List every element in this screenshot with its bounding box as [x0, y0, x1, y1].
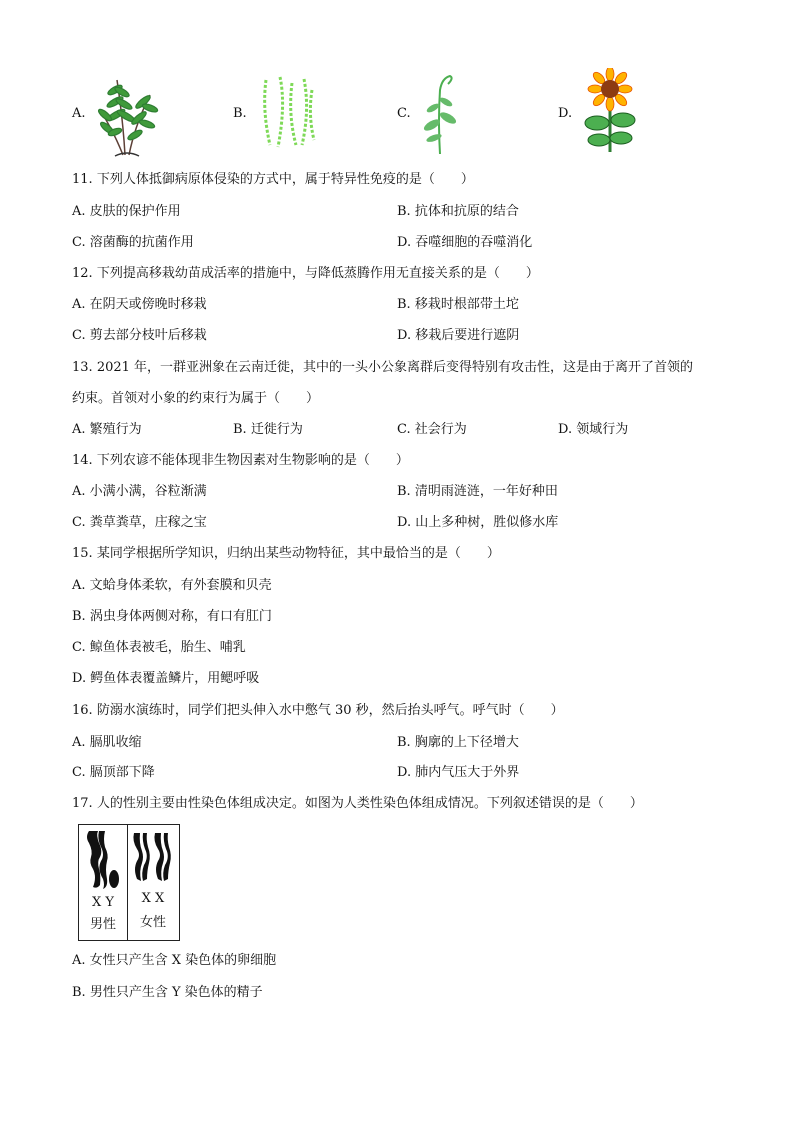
xy-chromosome-icon [83, 829, 125, 891]
q13-option-b[interactable]: B. 迁徙行为 [233, 422, 303, 437]
question-11: 11. 下列人体抵御病原体侵染的方式中，属于特异性免疫的是（ ） [72, 172, 474, 187]
question-15: 15. 某同学根据所学知识，归纳出某些动物特征，其中最恰当的是（ ） [72, 546, 500, 561]
question-14: 14. 下列农谚不能体现非生物因素对生物影响的是（ ） [72, 453, 409, 468]
female-chromosome-code: X X [141, 891, 165, 906]
q15-option-d[interactable]: D. 鳄鱼体表覆盖鳞片，用鳃呼吸 [72, 671, 260, 686]
q15-option-c[interactable]: C. 鲸鱼体表被毛，胎生、哺乳 [72, 640, 246, 655]
male-chromosome-code: X Y [92, 895, 114, 910]
question-17: 17. 人的性别主要由性染色体组成决定。如图为人类性染色体组成情况。下列叙述错误的是（ ） [72, 796, 643, 811]
q14-option-a[interactable]: A. 小满小满，谷粒渐满 [72, 484, 207, 499]
q12-option-b[interactable]: B. 移栽时根部带土坨 [397, 297, 519, 312]
figure-divider [127, 825, 128, 940]
q16-option-d[interactable]: D. 肺内气压大于外界 [397, 765, 520, 780]
q11-option-a[interactable]: A. 皮肤的保护作用 [72, 204, 181, 219]
q17-option-b[interactable]: B. 男性只产生含 Y 染色体的精子 [72, 985, 263, 1000]
q16-option-c[interactable]: C. 膈顶部下降 [72, 765, 155, 780]
q16-option-a[interactable]: A. 膈肌收缩 [72, 735, 142, 750]
seedling-plant-icon [420, 70, 460, 155]
algae-plant-icon [258, 75, 318, 150]
question-16: 16. 防溺水演练时，同学们把头伸入水中憋气 30 秒，然后抬头呼气。呼气时（ ） [72, 703, 564, 718]
sex-chromosome-figure [78, 824, 180, 941]
q17-option-a[interactable]: A. 女性只产生含 X 染色体的卵细胞 [72, 953, 277, 968]
q13-option-c[interactable]: C. 社会行为 [397, 422, 467, 437]
question-13-line2: 约束。首领对小象的约束行为属于（ ） [72, 391, 320, 406]
q11-option-d[interactable]: D. 吞噬细胞的吞噬消化 [397, 235, 533, 250]
q14-option-d[interactable]: D. 山上多种树，胜似修水库 [397, 515, 559, 530]
female-label: 女性 [139, 915, 166, 930]
fern-plant-icon [95, 70, 160, 158]
q10-option-c-letter: C. [397, 106, 411, 121]
q14-option-b[interactable]: B. 清明雨涟涟，一年好种田 [397, 484, 558, 499]
sunflower-plant-icon [583, 68, 638, 153]
q10-option-b-letter: B. [233, 106, 247, 121]
q14-option-c[interactable]: C. 粪草粪草，庄稼之宝 [72, 515, 207, 530]
q12-option-a[interactable]: A. 在阴天或傍晚时移栽 [72, 297, 207, 312]
q12-option-d[interactable]: D. 移栽后要进行遮阴 [397, 328, 520, 343]
xx-chromosome-icon [131, 829, 177, 891]
q13-option-a[interactable]: A. 繁殖行为 [72, 422, 142, 437]
q11-option-b[interactable]: B. 抗体和抗原的结合 [397, 204, 519, 219]
q10-option-a-letter: A. [72, 106, 86, 121]
q13-option-d[interactable]: D. 领域行为 [558, 422, 629, 437]
question-13: 13. 2021 年，一群亚洲象在云南迁徙，其中的一头小公象离群后变得特别有攻击性，这是由于离开了首领的 [72, 360, 694, 375]
q12-option-c[interactable]: C. 剪去部分枝叶后移栽 [72, 328, 207, 343]
male-label: 男性 [89, 917, 116, 932]
q10-option-d-letter: D. [558, 106, 573, 121]
q15-option-a[interactable]: A. 文蛤身体柔软，有外套膜和贝壳 [72, 578, 272, 593]
q16-option-b[interactable]: B. 胸廓的上下径增大 [397, 735, 519, 750]
question-12: 12. 下列提高移栽幼苗成活率的措施中，与降低蒸腾作用无直接关系的是（ ） [72, 266, 539, 281]
q15-option-b[interactable]: B. 涡虫身体两侧对称，有口有肛门 [72, 609, 272, 624]
q11-option-c[interactable]: C. 溶菌酶的抗菌作用 [72, 235, 194, 250]
